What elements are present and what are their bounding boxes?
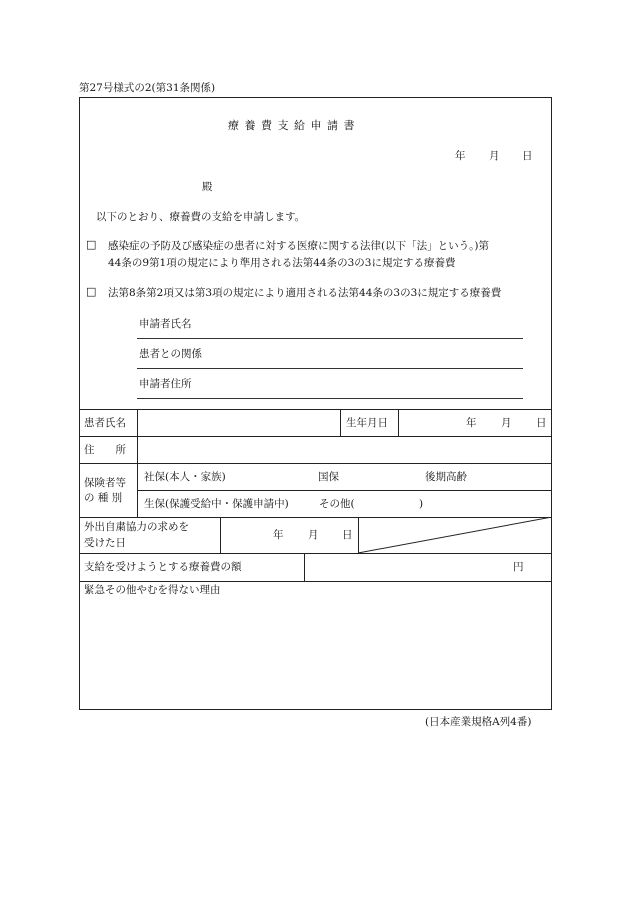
insurer-option-kokuho[interactable]: 国保 [318, 471, 339, 483]
patient-name-field[interactable] [138, 410, 339, 435]
birth-day: 日 [536, 417, 547, 429]
applicant-address-field[interactable] [137, 398, 523, 399]
table-col-rule [340, 409, 341, 436]
birthdate-label: 生年月日 [346, 417, 388, 429]
insurer-option-shaho[interactable]: 社保(本人・家族) [144, 471, 226, 483]
option1-text-line1: 感染症の予防及び感染症の患者に対する医療に関する法律(以下「法」という。)第 [108, 240, 489, 252]
table-rule [79, 581, 552, 582]
option1-checkbox[interactable]: □ [86, 238, 97, 251]
applicant-address-label: 申請者住所 [139, 378, 192, 390]
addressee-honorific: 殿 [202, 181, 213, 193]
table-rule [79, 463, 552, 464]
insurer-option-other-close: ) [419, 498, 424, 510]
insurer-option-other[interactable]: その他( [319, 498, 355, 510]
form-number: 第27号様式の2(第31条関係) [79, 82, 216, 94]
applicant-name-label: 申請者氏名 [139, 318, 192, 330]
amount-label: 支給を受けようとする療養費の額 [84, 561, 242, 573]
form-title: 療 養 費 支 給 申 請 書 [228, 119, 356, 132]
date-year: 年 [455, 150, 466, 162]
blank-cell-diagonal [358, 517, 552, 553]
request-date-field[interactable] [221, 518, 357, 552]
applicant-name-field[interactable] [137, 338, 523, 339]
option2-text: 法第8条第2項又は第3項の規定により適用される法第44条の3の3に規定する療養費 [108, 287, 502, 299]
insurer-option-koki[interactable]: 後期高齢 [425, 471, 467, 483]
birth-year: 年 [466, 417, 477, 429]
date-day: 日 [522, 150, 533, 162]
reason-field[interactable] [80, 598, 551, 708]
insurer-type-label-line2: の 種 別 [84, 492, 123, 504]
intro-text: 以下のとおり、療養費の支給を申請します。 [96, 211, 306, 223]
request-day: 日 [342, 529, 353, 541]
option1-text-line2: 44条の9第1項の規定により準用される法第44条の3の3に規定する療養費 [108, 257, 456, 269]
request-date-label-line1: 外出自粛協力の求めを [84, 521, 189, 533]
patient-address-field[interactable] [138, 437, 551, 462]
table-rule [137, 490, 552, 491]
paper-size-note: (日本産業規格A列4番) [425, 716, 532, 728]
applicant-relation-field[interactable] [137, 368, 523, 369]
insurer-type-label-line1: 保険者等 [84, 477, 126, 489]
patient-address-label: 住 所 [84, 444, 126, 456]
patient-name-label: 患者氏名 [84, 417, 126, 429]
request-year: 年 [273, 529, 284, 541]
birth-month: 月 [501, 417, 512, 429]
applicant-relation-label: 患者との関係 [139, 348, 202, 360]
request-month: 月 [308, 529, 319, 541]
option2-checkbox[interactable]: □ [86, 285, 97, 298]
amount-unit: 円 [513, 561, 524, 573]
insurer-option-seiho[interactable]: 生保(保護受給中・保護申請中) [144, 498, 289, 510]
date-month: 月 [489, 150, 500, 162]
request-date-label-line2: 受けた日 [84, 537, 126, 549]
reason-label: 緊急その他やむを得ない理由 [84, 584, 221, 596]
